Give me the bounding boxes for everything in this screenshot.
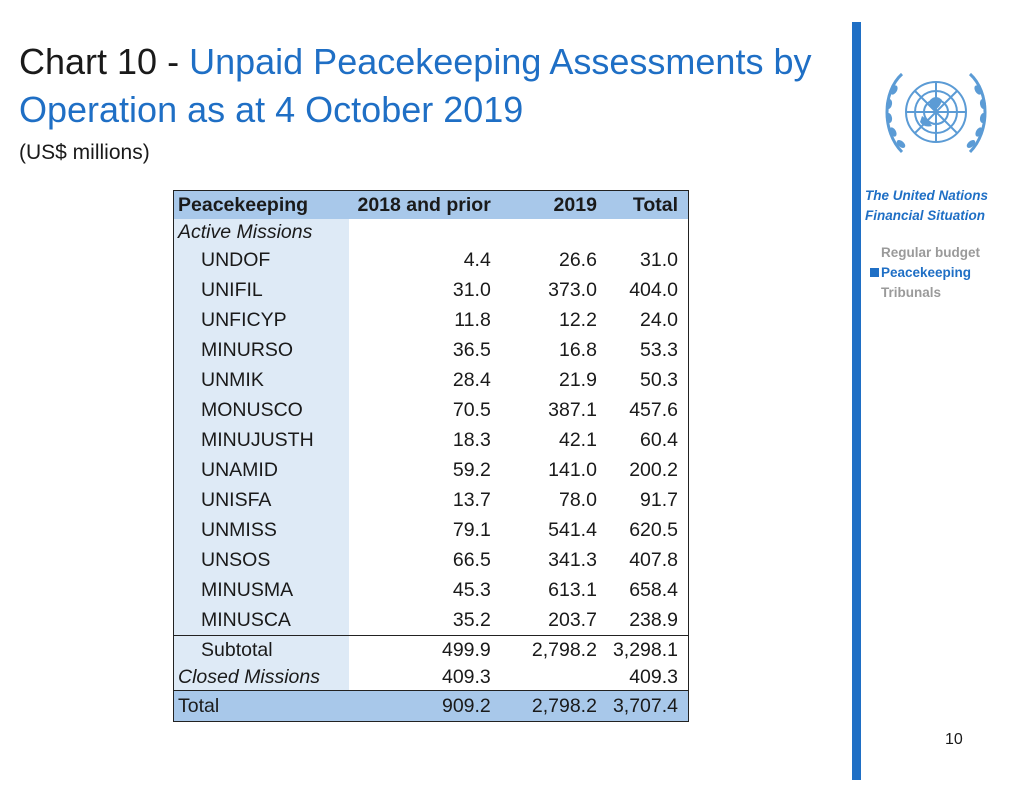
table-row	[174, 515, 689, 545]
prior-value: 35.2	[349, 605, 508, 636]
total-value: 3,298.1	[612, 638, 678, 661]
table-row	[174, 275, 689, 305]
mission-name: UNDOF	[174, 245, 350, 275]
current-year-value	[509, 664, 605, 691]
current-year-value: 387.1	[548, 398, 597, 421]
mission-name: MONUSCO	[174, 395, 350, 425]
prior-value: 31.0	[452, 278, 491, 301]
page-number: 10	[945, 731, 963, 748]
mission-name: MINUSMA	[174, 575, 350, 605]
current-year-value: 16.8	[558, 338, 597, 361]
table-row	[174, 305, 689, 335]
chart-number: Chart 10 -	[19, 41, 180, 82]
subtotal-label: Subtotal	[174, 636, 350, 665]
total-value: 409.3	[629, 665, 678, 688]
total-value: 24.0	[640, 308, 678, 331]
prior-value: 11.8	[454, 308, 491, 331]
total-value: 404.0	[629, 278, 678, 301]
accent-divider	[852, 22, 861, 780]
current-year-value: 78.0	[558, 488, 597, 511]
prior-value: 4.4	[463, 248, 491, 271]
column-header: 2019	[509, 191, 605, 220]
current-year-value: 42.1	[558, 428, 597, 451]
column-header: Total	[605, 191, 689, 220]
current-year-value: 203.7	[509, 605, 605, 636]
assessments-table	[173, 190, 689, 722]
current-year-value: 341.3	[548, 548, 597, 571]
prior-value: 45.3	[452, 578, 491, 601]
total-value: 50.3	[640, 368, 678, 391]
prior-value: 909.2	[349, 691, 508, 722]
nav-item-regular-budget[interactable]: Regular budget	[881, 245, 981, 260]
units-subtitle: (US$ millions)	[19, 141, 150, 164]
title-line-1: Unpaid Peacekeeping Assessments by	[189, 41, 812, 82]
title-line-2: Operation as at 4 October 2019	[19, 89, 524, 130]
table-row	[174, 575, 689, 605]
table-row	[174, 455, 689, 485]
current-year-value: 541.4	[548, 518, 597, 541]
table-row	[174, 395, 689, 425]
column-header: 2018 and prior	[349, 191, 508, 220]
table-row	[174, 365, 689, 395]
mission-name: UNAMID	[174, 455, 350, 485]
mission-name: UNIFIL	[174, 275, 350, 305]
total-value: 31.0	[640, 248, 678, 271]
prior-value: 409.3	[441, 665, 491, 688]
section-label: Active Missions	[174, 219, 350, 245]
nav-item-tribunals[interactable]: Tribunals	[881, 285, 942, 300]
table-row	[174, 425, 689, 455]
prior-value: 79.1	[452, 518, 491, 541]
total-value: 238.9	[605, 605, 689, 636]
prior-value: 28.4	[452, 368, 491, 391]
prior-value: 18.3	[452, 428, 491, 451]
section-row-active	[174, 219, 689, 245]
nav-item-peacekeeping[interactable]: Peacekeeping	[866, 263, 1016, 283]
mission-name: UNMIK	[174, 365, 350, 395]
current-year-value: 2,798.2	[531, 638, 597, 661]
total-value: 658.4	[629, 578, 678, 601]
total-row	[174, 691, 689, 722]
sidebar-heading: The United Nations Financial Situation	[865, 188, 989, 223]
mission-name: UNMISS	[174, 515, 350, 545]
mission-name: MINUJUSTH	[174, 425, 350, 455]
total-value: 457.6	[629, 398, 678, 421]
total-value: 91.7	[640, 488, 678, 511]
mission-name: UNISFA	[174, 485, 350, 515]
page-title	[19, 38, 859, 168]
mission-name: UNFICYP	[174, 305, 350, 335]
closed-missions-label: Closed Missions	[174, 664, 350, 691]
mission-name: MINUSCA	[174, 605, 350, 636]
current-year-value: 2,798.2	[509, 691, 605, 722]
table-header-row	[174, 191, 689, 220]
current-year-value: 373.0	[548, 278, 597, 301]
total-label: Total	[174, 691, 350, 722]
total-value: 3,707.4	[605, 691, 689, 722]
total-value: 200.2	[629, 458, 678, 481]
prior-value: 66.5	[452, 548, 491, 571]
table-row	[174, 605, 689, 636]
current-year-value: 141.0	[548, 458, 597, 481]
prior-value: 36.5	[452, 338, 491, 361]
subtotal-row	[174, 636, 689, 665]
current-year-value: 12.2	[558, 308, 597, 331]
current-year-value: 21.9	[558, 368, 597, 391]
prior-value: 59.2	[452, 458, 491, 481]
total-value: 60.4	[640, 428, 678, 451]
prior-value: 70.5	[452, 398, 491, 421]
closed-missions-row	[174, 664, 689, 691]
section-nav	[866, 243, 1016, 303]
total-value: 53.3	[640, 338, 678, 361]
mission-name: MINURSO	[174, 335, 350, 365]
total-value: 407.8	[629, 548, 678, 571]
current-year-value: 26.6	[558, 248, 597, 271]
total-value: 620.5	[629, 518, 678, 541]
column-header: Peacekeeping	[174, 191, 350, 220]
table-row	[174, 245, 689, 275]
table-row	[174, 485, 689, 515]
prior-value: 13.7	[452, 488, 491, 511]
mission-name: UNSOS	[174, 545, 350, 575]
prior-value: 499.9	[441, 638, 491, 661]
un-emblem-icon	[872, 60, 1000, 172]
current-year-value: 613.1	[548, 578, 597, 601]
table-row	[174, 545, 689, 575]
table-row	[174, 335, 689, 365]
